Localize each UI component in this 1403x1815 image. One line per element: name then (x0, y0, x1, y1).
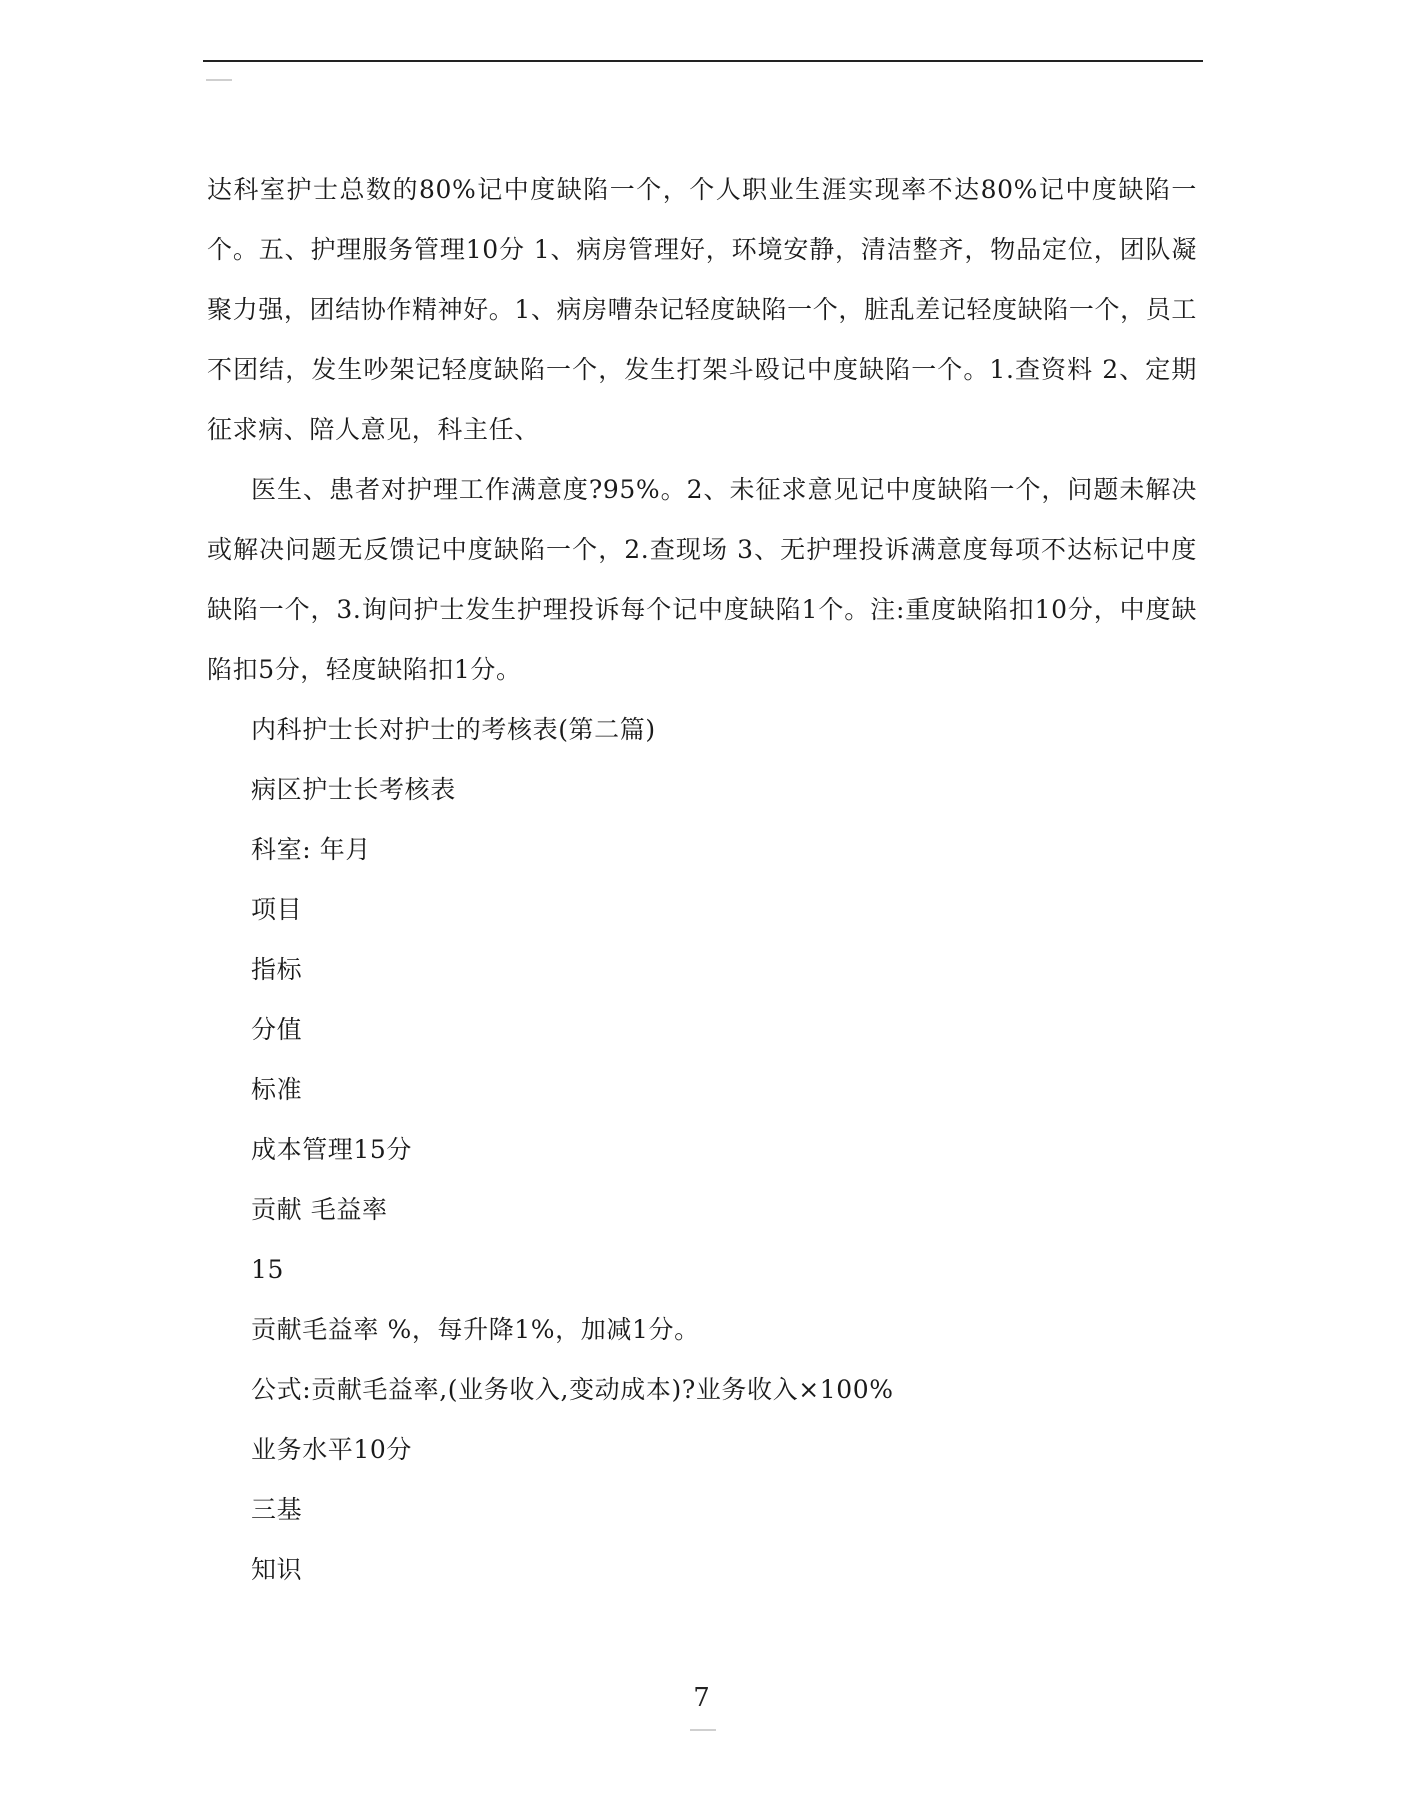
document-body (207, 160, 1197, 1600)
margin-standard-line: 贡献毛益率 %，每升降1%，加减1分。 (251, 1315, 700, 1344)
header-mark (206, 79, 232, 81)
section-title: 内科护士长对护士的考核表(第二篇) (251, 715, 656, 744)
footer-mark (690, 1729, 716, 1731)
page-number: 7 (693, 1683, 710, 1713)
header-rule (203, 60, 1203, 62)
score-value-line: 15 (251, 1255, 285, 1284)
column-header-indicator: 指标 (251, 955, 303, 984)
cost-management-line: 成本管理15分 (251, 1135, 413, 1164)
paragraph-1: 达科室护士总数的80%记中度缺陷一个，个人职业生涯实现率不达80%记中度缺陷一个。五、护理服务管理10分 1、病房管理好，环境安静，清洁整齐，物品定位，团队凝聚力强，团结协作精神好。1、病房嘈杂记轻度缺陷一个，脏乱差记轻度缺陷一个，员工不团结，发生吵架记轻度缺陷一个，发生打架斗殴记中度缺陷一个。1.查资料 2、定期征求病、陪人意见，科主任、 (207, 175, 1197, 444)
column-header-item: 项目 (251, 895, 303, 924)
form-title: 病区护士长考核表 (251, 775, 456, 804)
department-date-line: 科室: 年月 (251, 835, 371, 864)
column-header-standard: 标准 (251, 1075, 303, 1104)
column-header-score: 分值 (251, 1015, 303, 1044)
business-level-line: 业务水平10分 (251, 1435, 413, 1464)
contribution-margin-line: 贡献 毛益率 (251, 1195, 388, 1224)
paragraph-2: 医生、患者对护理工作满意度?95%。2、未征求意见记中度缺陷一个，问题未解决或解决问题无反馈记中度缺陷一个，2.查现场 3、无护理投诉满意度每项不达标记中度缺陷一个，3.询问护士发生护理投诉每个记中度缺陷1个。注:重度缺陷扣10分，中度缺陷扣5分，轻度缺陷扣1分。 (207, 475, 1197, 684)
three-basics-line: 三基 (251, 1495, 303, 1524)
formula-line: 公式:贡献毛益率,(业务收入,变动成本)?业务收入×100% (251, 1375, 894, 1404)
knowledge-line: 知识 (251, 1555, 303, 1584)
